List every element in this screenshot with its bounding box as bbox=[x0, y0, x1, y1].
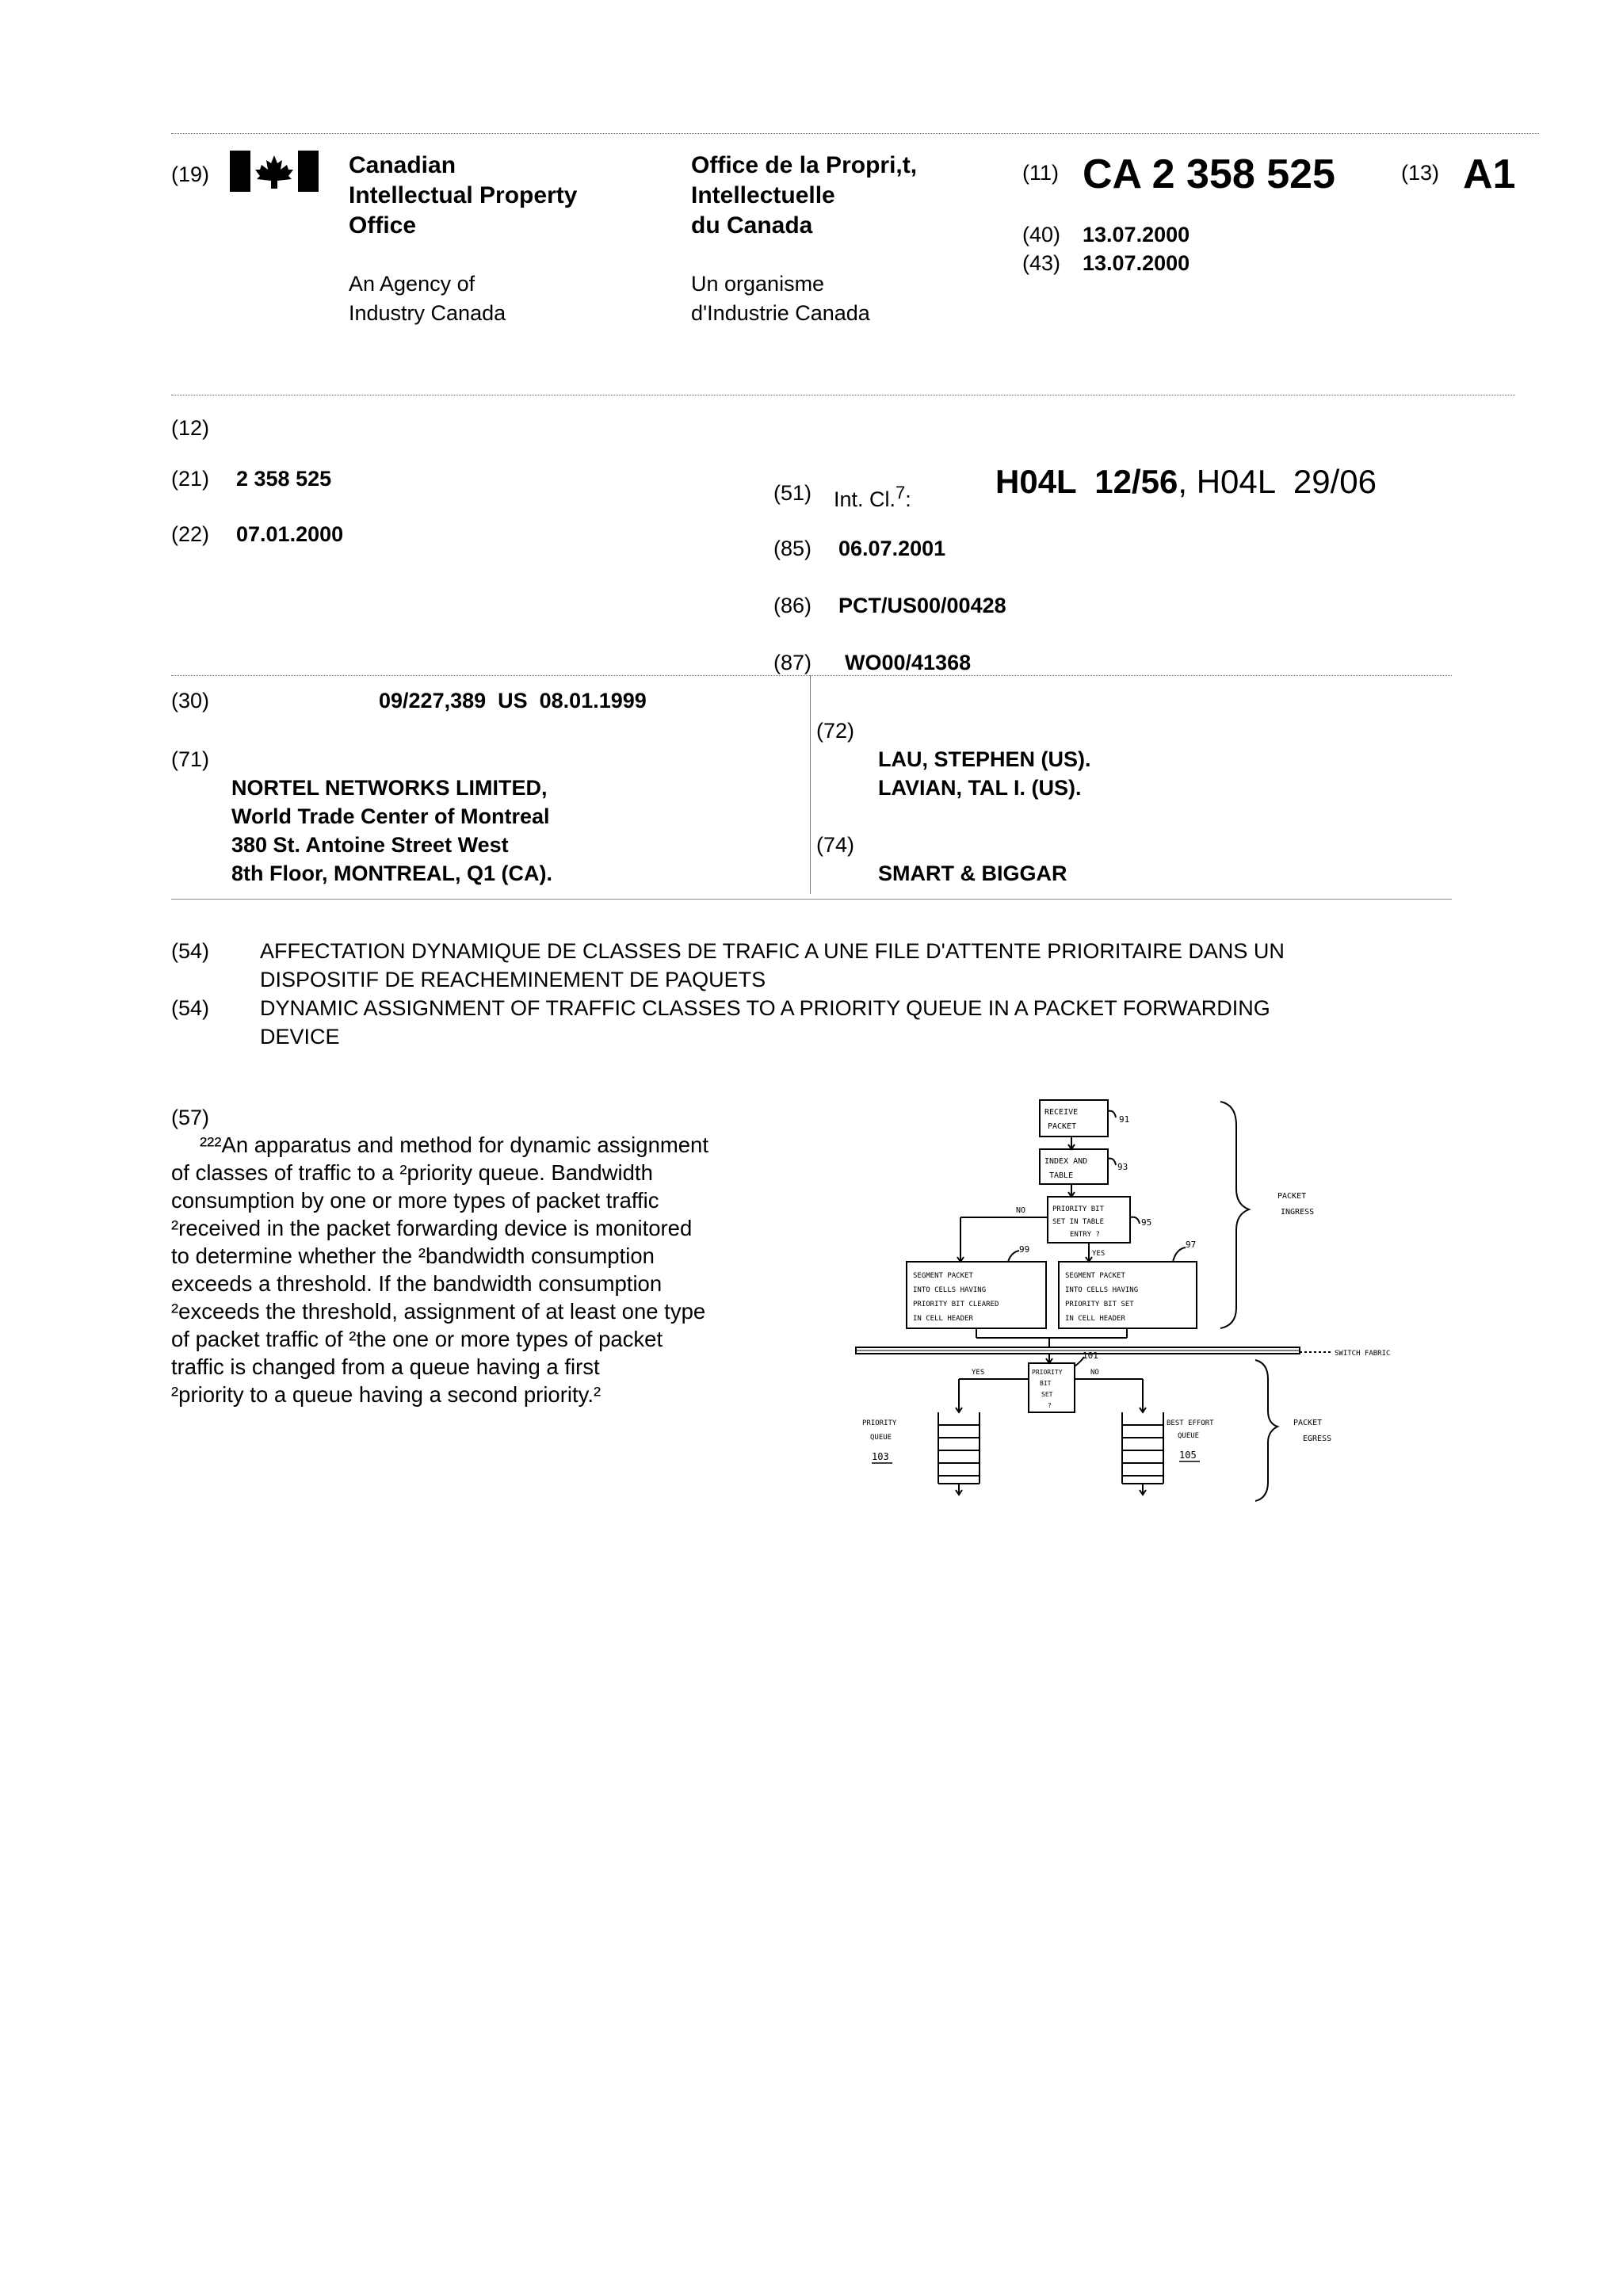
title-fr-line-2: DISPOSITIF DE REACHEMINEMENT DE PAQUETS bbox=[260, 968, 766, 991]
date-85: 06.07.2001 bbox=[838, 537, 946, 560]
int-cl-edition: 7 bbox=[896, 483, 906, 502]
switch-fabric-text: SWITCH FABRIC bbox=[1335, 1350, 1391, 1358]
yes-label-1: YES bbox=[1092, 1250, 1106, 1258]
inid-40: (40) bbox=[1022, 223, 1061, 246]
date-43: 13.07.2000 bbox=[1083, 251, 1190, 275]
application-number: 2 358 525 bbox=[236, 467, 332, 491]
kind-code: A1 bbox=[1463, 151, 1516, 197]
segment-set-text: IN CELL HEADER bbox=[1065, 1315, 1125, 1323]
best-effort-queue-text: BEST EFFORT bbox=[1167, 1419, 1214, 1427]
inid-22: (22) bbox=[171, 522, 210, 546]
applicant-line-4: 8th Floor, MONTREAL, Q1 (CA). bbox=[231, 861, 552, 885]
inid-54-fr: (54) bbox=[171, 939, 210, 963]
abstract-line: exceeds a threshold. If the bandwidth consumption bbox=[171, 1271, 663, 1296]
ref-97: 97 bbox=[1186, 1240, 1197, 1250]
inid-57: (57) bbox=[171, 1106, 210, 1129]
priority-bit-set-text: BIT bbox=[1040, 1380, 1052, 1387]
segment-cleared-text: SEGMENT PACKET bbox=[913, 1272, 973, 1280]
index-table-text: INDEX AND bbox=[1044, 1157, 1088, 1166]
priority-bit-set-text: ? bbox=[1048, 1402, 1052, 1409]
int-cl-label bbox=[834, 479, 911, 514]
inid-11: (11) bbox=[1022, 161, 1060, 185]
packet-egress-text: EGRESS bbox=[1303, 1435, 1332, 1443]
inid-87: (87) bbox=[773, 651, 812, 674]
abstract-line: of packet traffic of ²the one or more types of packet bbox=[171, 1327, 663, 1351]
abstract-line: of classes of traffic to a ²priority queue. Bandwidth bbox=[171, 1160, 653, 1185]
inid-51: (51) bbox=[773, 481, 812, 505]
title-en-line-2: DEVICE bbox=[260, 1025, 340, 1049]
segment-set-text: SEGMENT PACKET bbox=[1065, 1272, 1125, 1280]
inid-71: (71) bbox=[171, 747, 210, 771]
document-number: CA 2 358 525 bbox=[1083, 151, 1335, 197]
inid-43: (43) bbox=[1022, 251, 1061, 275]
priority-bit-set-text: PRIORITY bbox=[1032, 1369, 1063, 1376]
title-en-line-1: DYNAMIC ASSIGNMENT OF TRAFFIC CLASSES TO A PRIORITY QUEUE IN A PACKET FORWARDING bbox=[260, 996, 1270, 1020]
segment-cleared-text: INTO CELLS HAVING bbox=[913, 1286, 987, 1294]
inid-72: (72) bbox=[816, 719, 855, 743]
segment-set-text: PRIORITY BIT SET bbox=[1065, 1301, 1134, 1308]
date-40: 13.07.2000 bbox=[1083, 223, 1190, 246]
canada-flag-logo bbox=[230, 151, 319, 192]
abstract-line: to determine whether the ²bandwidth consumption bbox=[171, 1244, 655, 1268]
priority-queue-icon bbox=[938, 1412, 980, 1484]
ingress-brace bbox=[1220, 1102, 1249, 1328]
abstract-line: ²received in the packet forwarding device is monitored bbox=[171, 1216, 693, 1240]
ref-95: 95 bbox=[1141, 1217, 1152, 1228]
no-label-2: NO bbox=[1090, 1369, 1099, 1377]
ref-105: 105 bbox=[1179, 1450, 1197, 1461]
abstract-line: consumption by one or more types of packet traffic bbox=[171, 1188, 659, 1213]
packet-ingress-text: INGRESS bbox=[1281, 1208, 1315, 1217]
agency-en-2: Industry Canada bbox=[349, 301, 506, 325]
applicant-line-3: 380 St. Antoine Street West bbox=[231, 833, 509, 857]
inid-54-en: (54) bbox=[171, 996, 210, 1020]
inid-13: (13) bbox=[1401, 161, 1440, 185]
ipc-main: H04L 12/56 bbox=[995, 463, 1178, 500]
ref-93: 93 bbox=[1117, 1162, 1128, 1172]
agency-en-1: An Agency of bbox=[349, 272, 475, 296]
segment-set-text: INTO CELLS HAVING bbox=[1065, 1286, 1139, 1294]
abstract-text bbox=[171, 1131, 767, 1408]
receive-packet-text: RECEIVE bbox=[1044, 1108, 1079, 1117]
no-label-1: NO bbox=[1016, 1206, 1026, 1215]
index-table-text: TABLE bbox=[1049, 1171, 1074, 1180]
segment-cleared-text: IN CELL HEADER bbox=[913, 1315, 973, 1323]
inid-74: (74) bbox=[816, 833, 855, 857]
receive-packet-text: PACKET bbox=[1048, 1122, 1077, 1131]
title-fr-line-1: AFFECTATION DYNAMIQUE DE CLASSES DE TRAFIC A UNE FILE D'ATTENTE PRIORITAIRE DANS UN bbox=[260, 939, 1285, 963]
applicant-line-2: World Trade Center of Montreal bbox=[231, 804, 550, 828]
inid-85: (85) bbox=[773, 537, 812, 560]
abstract-figure bbox=[840, 1094, 1411, 1538]
inventor-2: LAVIAN, TAL I. (US). bbox=[878, 776, 1082, 800]
agency-fr-2: d'Industrie Canada bbox=[691, 301, 870, 325]
ref-99: 99 bbox=[1019, 1244, 1030, 1255]
priority-bit-text: PRIORITY BIT bbox=[1052, 1205, 1105, 1213]
egress-brace bbox=[1255, 1360, 1277, 1501]
wo-number: WO00/41368 bbox=[845, 651, 972, 674]
top-rule bbox=[171, 133, 1539, 134]
ipc-secondary: , H04L 29/06 bbox=[1178, 463, 1377, 500]
abstract-line: ²²²An apparatus and method for dynamic assignment bbox=[200, 1133, 708, 1157]
inid-86: (86) bbox=[773, 594, 812, 617]
agent: SMART & BIGGAR bbox=[878, 861, 1067, 885]
inid-12: (12) bbox=[171, 416, 210, 440]
office-name-en-3: Office bbox=[349, 212, 417, 239]
pct-number: PCT/US00/00428 bbox=[838, 594, 1006, 617]
inventor-1: LAU, STEPHEN (US). bbox=[878, 747, 1091, 771]
priority-data: 09/227,389 US 08.01.1999 bbox=[379, 689, 647, 712]
priority-queue-text: PRIORITY bbox=[862, 1419, 897, 1427]
best-effort-queue-text: QUEUE bbox=[1178, 1432, 1200, 1440]
ipc-classification bbox=[995, 461, 1377, 502]
priority-queue-text: QUEUE bbox=[870, 1434, 892, 1442]
int-cl-text: Int. Cl. bbox=[834, 487, 896, 511]
receive-packet-box bbox=[1040, 1100, 1108, 1137]
inid-21: (21) bbox=[171, 467, 210, 491]
segment-cleared-text: PRIORITY BIT CLEARED bbox=[913, 1301, 999, 1308]
office-name-fr-1: Office de la Propri,t, bbox=[691, 152, 918, 178]
best-effort-queue-icon bbox=[1122, 1412, 1163, 1484]
yes-label-2: YES bbox=[972, 1369, 985, 1377]
priority-bit-set-text: SET bbox=[1041, 1391, 1053, 1398]
abstract-line: ²priority to a queue having a second priority.² bbox=[171, 1382, 601, 1407]
packet-ingress-text: PACKET bbox=[1277, 1192, 1307, 1201]
priority-bit-text: ENTRY ? bbox=[1070, 1231, 1100, 1239]
inid-30: (30) bbox=[171, 689, 210, 712]
abstract-line: ²exceeds the threshold, assignment of at least one type bbox=[171, 1299, 706, 1324]
biblio-column-divider bbox=[810, 675, 811, 894]
office-name-en-1: Canadian bbox=[349, 152, 456, 178]
abstract-line: traffic is changed from a queue having a first bbox=[171, 1354, 600, 1379]
office-name-fr-3: du Canada bbox=[691, 212, 813, 239]
biblio-bottom-rule bbox=[171, 899, 1452, 900]
inid-19: (19) bbox=[171, 162, 210, 186]
agency-fr-1: Un organisme bbox=[691, 272, 825, 296]
ref-91: 91 bbox=[1119, 1114, 1130, 1125]
priority-bit-text: SET IN TABLE bbox=[1052, 1218, 1105, 1226]
office-name-en-2: Intellectual Property bbox=[349, 182, 578, 208]
office-name-fr-2: Intellectuelle bbox=[691, 182, 835, 208]
int-cl-colon: : bbox=[905, 487, 911, 511]
filing-date: 07.01.2000 bbox=[236, 522, 344, 546]
applicant-line-1: NORTEL NETWORKS LIMITED, bbox=[231, 776, 548, 800]
ref-101: 101 bbox=[1083, 1350, 1098, 1361]
packet-egress-text: PACKET bbox=[1293, 1419, 1323, 1427]
ref-103: 103 bbox=[872, 1451, 889, 1462]
biblio-rule bbox=[171, 675, 1452, 676]
